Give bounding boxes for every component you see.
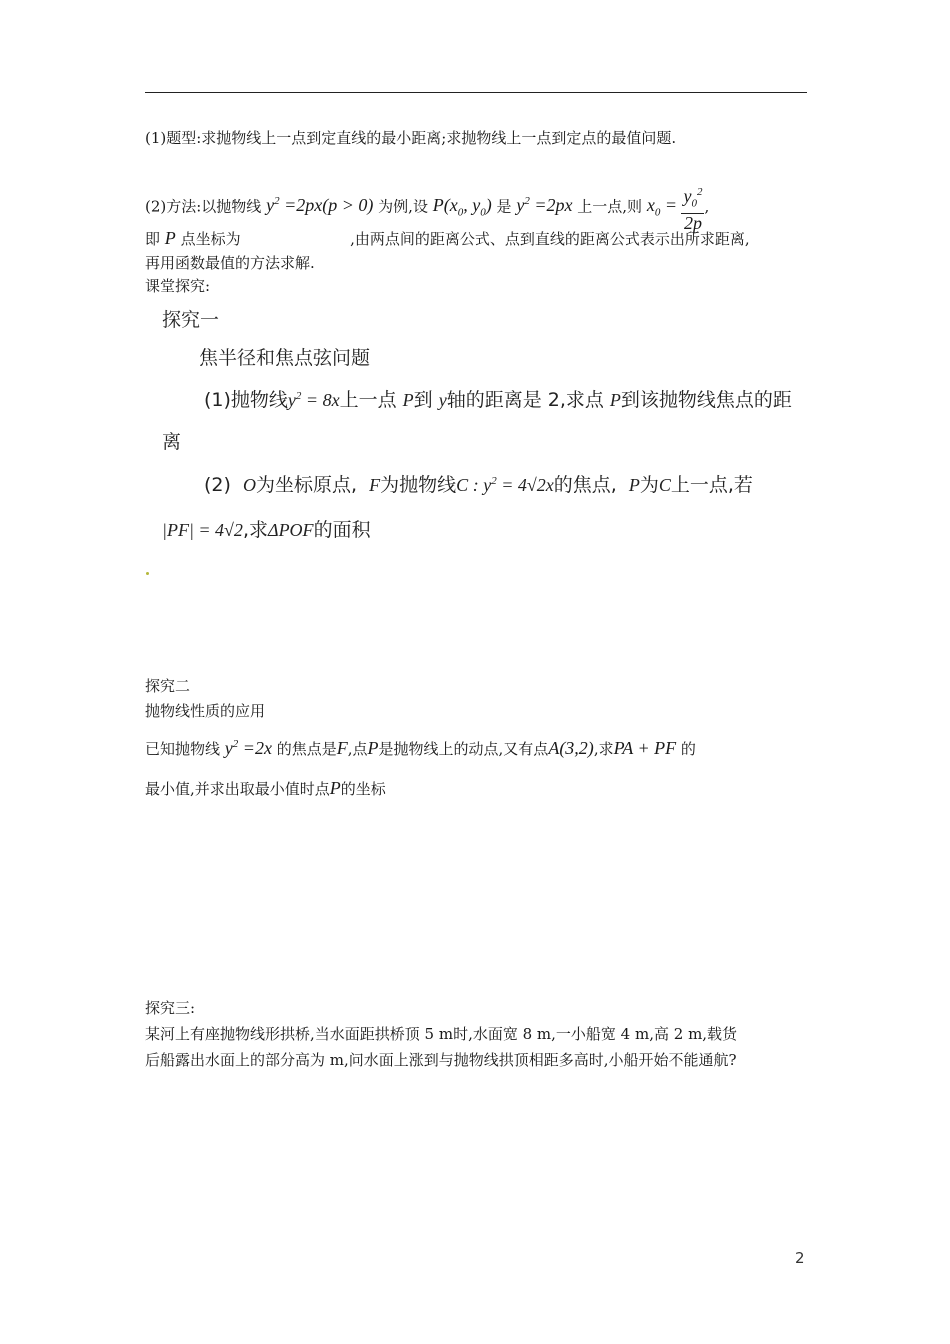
e2-q-e: ,求 — [593, 740, 614, 758]
explore1-question-2 — [204, 470, 753, 497]
q2-h: 的面积 — [313, 519, 371, 541]
explore1-subheading — [199, 343, 370, 370]
method-line-3-c: ,由两点间的距离公式、点到直线的距离公式表示出所求距离, — [350, 230, 750, 248]
formula-y2-8x: $y^2 = 8x$ — [287, 390, 340, 410]
explore2-heading — [145, 676, 190, 696]
explore2-subheading — [145, 701, 265, 721]
q1-c: 到 — [413, 389, 433, 411]
q1-e: 到该抛物线焦点的距 — [620, 389, 792, 411]
e2-q-g: 最小值,并求出取最小值时点 — [145, 780, 330, 798]
q2-c: 为抛物线 — [380, 474, 457, 496]
q1-d: 轴的距离是 2,求点 — [446, 389, 604, 411]
explore1-question-2-cont — [162, 515, 371, 542]
point-o: O — [243, 475, 257, 495]
formula-parabola: $y^2 =2px(p > 0)$ — [266, 195, 374, 216]
method-item-2: (2)方法:以抛物线 $y^2 =2px(p > 0)$ 为例,设 $P(x_0$, $y_0$) 是 $y^2 =2px$ 上一点,则 $x_0$ = $\frac{y_0^2}{2p}$ , — [145, 183, 709, 232]
q2-f: 上一点,若 — [670, 474, 753, 496]
q1-a: (1)抛物线 — [204, 389, 288, 411]
header-rule — [145, 92, 807, 93]
explore3-line-2-text: 后船露出水面上的部分高为 m,问水面上涨到与抛物线拱顶相距多高时,小船开始不能通航? — [145, 1051, 737, 1069]
explore3-line-1 — [145, 1024, 737, 1044]
method-line-3-a: 即 — [145, 230, 161, 248]
formula-point: $P(x_0$, $y_0$) — [432, 195, 492, 220]
method-item-1-text: (1)题型:求抛物线上一点到定直线的最小距离;求抛物线上一点到定点的最值问题. — [145, 129, 677, 147]
q2-b: 为坐标原点, — [256, 474, 358, 496]
formula-c-parabola: C : $y^2 = 4√2x$ — [456, 475, 554, 495]
point-p: P — [609, 390, 621, 410]
method-item-2-d: 上一点,则 — [577, 197, 643, 216]
method-item-1 — [145, 128, 676, 148]
explore1-question-1-cont — [162, 427, 181, 454]
e2-q-h: 的坐标 — [340, 780, 386, 798]
point-f: F — [336, 738, 348, 758]
explore3-line-1-text: 某河上有座抛物线形拱桥,当水面距拱桥顶 5 m时,水面宽 8 m,一小船宽 4 m,高 2 m,载货 — [145, 1025, 738, 1043]
explore3-heading — [145, 998, 195, 1018]
classroom-text: 课堂探究: — [145, 277, 211, 295]
formula-pf: |PF| = 4√2 — [162, 520, 243, 540]
q2-d: 的焦点, — [553, 474, 617, 496]
formula-pa-pf: PA + PF — [613, 738, 677, 758]
method-item-2-b: 为例,设 — [378, 197, 428, 216]
method-line-4-text: 再用函数最值的方法求解. — [145, 254, 315, 272]
explore2-heading-text: 探究二 — [145, 677, 191, 695]
method-line-4 — [145, 253, 315, 273]
e2-q-a: 已知抛物线 — [145, 740, 221, 758]
explore1-heading — [162, 305, 219, 332]
q2-a: (2) — [204, 474, 231, 496]
method-line-3-b: 点坐标为 — [180, 230, 241, 248]
explore1-subheading-text: 焦半径和焦点弦问题 — [199, 347, 371, 369]
curve-c: C — [658, 475, 671, 495]
point-f: F — [369, 475, 381, 495]
explore2-question — [145, 734, 696, 759]
explore3-line-2 — [145, 1050, 737, 1070]
classroom-heading — [145, 276, 210, 296]
q1-b: 上一点 — [339, 389, 397, 411]
e2-q-b: 的焦点是 — [276, 740, 337, 758]
q1-f: 离 — [162, 431, 182, 453]
method-line-3 — [145, 228, 750, 249]
explore3-heading-text: 探究三: — [145, 999, 196, 1017]
formula-parabola-2: $y^2 =2px$ — [516, 195, 573, 216]
explore2-subheading-text: 抛物线性质的应用 — [145, 702, 266, 720]
q2-g: ,求 — [242, 519, 268, 541]
e2-q-d: 是抛物线上的动点,又有点 — [378, 740, 549, 758]
point-p: P — [628, 475, 640, 495]
q2-e: 为 — [639, 474, 659, 496]
method-item-2-c: 是 — [496, 197, 512, 216]
point-p: P — [164, 228, 176, 248]
point-p: P — [367, 738, 379, 758]
formula-y2-2x: $y^2 =2x$ — [224, 738, 272, 758]
explore2-question-cont — [145, 778, 386, 799]
axis-y: y — [438, 390, 447, 410]
point-p: P — [402, 390, 414, 410]
formula-x0: $x_0$ = $\frac{y_0^2}{2p}$ — [647, 195, 705, 215]
e2-q-c: ,点 — [347, 740, 368, 758]
e2-q-f: 的 — [680, 740, 696, 758]
explore1-heading-text: 探究一 — [162, 309, 220, 331]
explore1-question-1 — [204, 385, 792, 412]
triangle-pof: ΔPOF — [267, 520, 314, 540]
point-a: A(3,2) — [548, 738, 594, 758]
point-p: P — [329, 778, 341, 798]
stray-mark — [146, 572, 149, 575]
page-number: 2 — [795, 1249, 805, 1267]
method-item-2-a: (2)方法:以抛物线 — [145, 197, 262, 216]
